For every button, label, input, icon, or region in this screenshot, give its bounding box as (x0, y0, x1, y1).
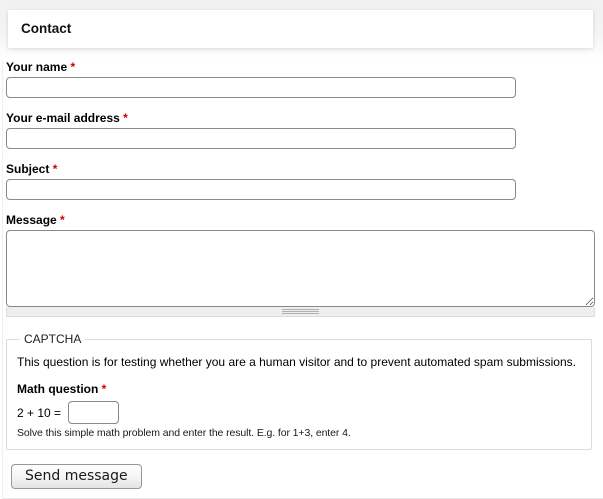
math-prompt: 2 + 10 = (17, 405, 62, 420)
message-label: Message * (6, 213, 65, 227)
subject-label: Subject * (6, 162, 58, 176)
form-item-name (6, 60, 603, 98)
grippie-lines-icon (282, 309, 319, 314)
email-label: Your e-mail address * (6, 111, 128, 125)
required-marker: * (70, 60, 76, 74)
captcha-legend: CAPTCHA (24, 332, 82, 346)
required-marker: * (101, 382, 107, 396)
textarea-resize-grippie[interactable] (6, 307, 595, 317)
form-item-email (6, 111, 603, 149)
form-item-subject (6, 162, 603, 200)
math-question-row (17, 401, 581, 424)
page-title: Contact (21, 21, 72, 36)
required-marker: * (52, 162, 58, 176)
title-card (8, 10, 593, 48)
email-input[interactable] (6, 128, 516, 149)
captcha-fieldset (6, 332, 592, 450)
form-item-message (6, 213, 603, 317)
math-answer-input[interactable] (68, 401, 119, 424)
page-header (0, 0, 603, 60)
contact-form (2, 60, 603, 499)
message-textarea[interactable] (6, 230, 595, 307)
name-input[interactable] (6, 77, 516, 98)
send-message-button[interactable]: Send message (11, 464, 142, 489)
required-marker: * (60, 213, 65, 227)
math-question-label: Math question * (17, 382, 107, 396)
required-marker: * (123, 111, 128, 125)
subject-input[interactable] (6, 179, 516, 200)
captcha-description: This question is for testing whether you are a human visitor and to prevent automated spam submissions. (17, 355, 576, 369)
captcha-help-text: Solve this simple math problem and enter the result. E.g. for 1+3, enter 4. (17, 427, 351, 439)
name-label: Your name * (6, 60, 76, 74)
